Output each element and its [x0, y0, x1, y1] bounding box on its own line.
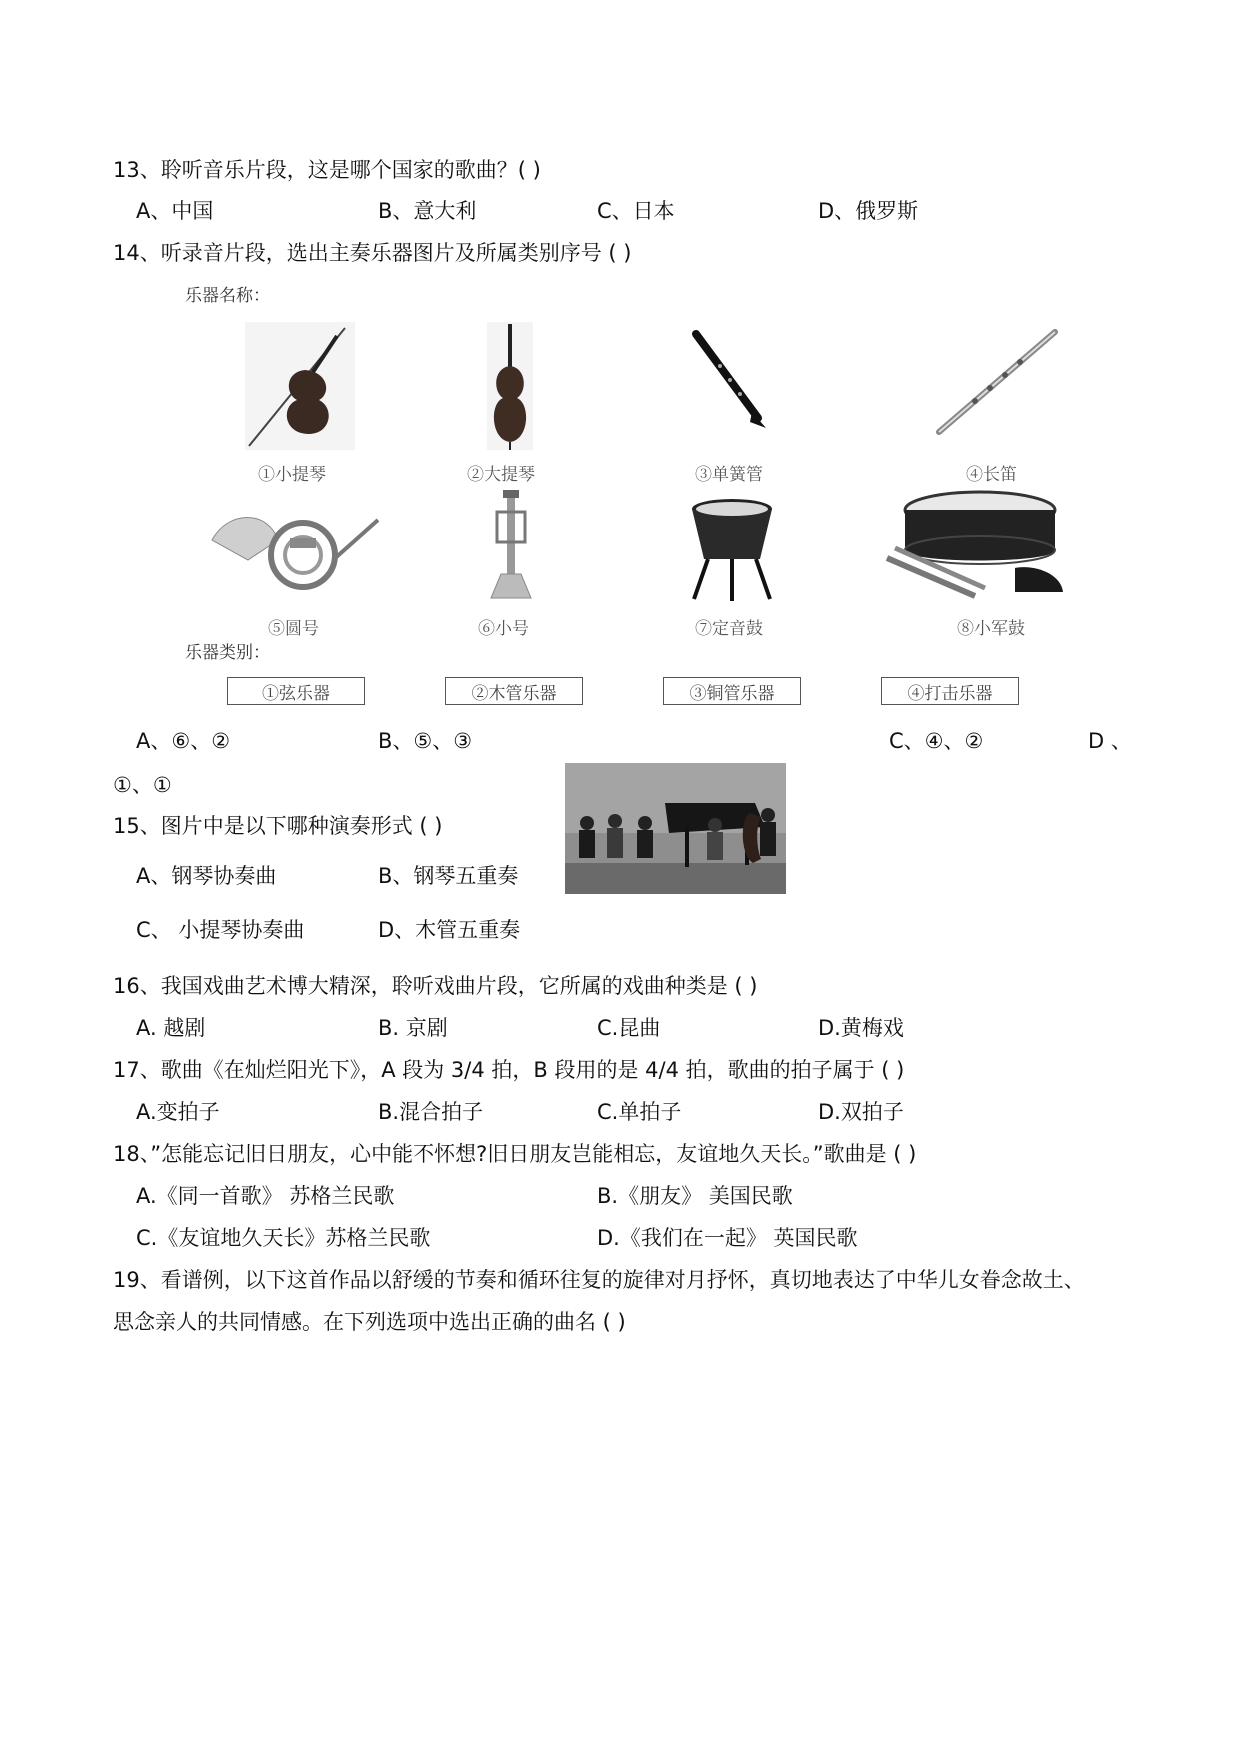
instrument-caption-8: ⑧小军鼓	[957, 619, 1025, 639]
instrument-caption-3: ③单簧管	[695, 465, 763, 485]
q16-option-b: B. 京剧	[378, 1016, 448, 1040]
instrument-caption-2: ②大提琴	[467, 465, 535, 485]
q14-option-b: B、⑤、③	[378, 729, 473, 753]
question-14: 14、听录音片段，选出主奏乐器图片及所属类别序号 ( )	[113, 241, 632, 265]
category-box-3: ③铜管乐器	[663, 677, 801, 705]
instrument-caption-7: ⑦定音鼓	[695, 619, 763, 639]
clarinet-image	[690, 330, 770, 430]
q16-option-d: D.黄梅戏	[818, 1016, 904, 1040]
q14-option-d-continued: ①、①	[113, 773, 172, 797]
q13-option-b: B、意大利	[378, 199, 477, 223]
trumpet-image	[487, 490, 535, 600]
q16-option-a: A. 越剧	[136, 1016, 206, 1040]
snare-drum-image	[885, 488, 1065, 600]
q14-option-c: C、④、②	[889, 729, 984, 753]
question-18: 18、”怎能忘记旧日朋友，心中能不怀想?旧日朋友岂能相忘，友谊地久天长。”歌曲是 ( )	[113, 1142, 917, 1166]
quintet-performance-photo	[565, 763, 786, 894]
question-15: 15、图片中是以下哪种演奏形式 ( )	[113, 814, 443, 838]
flute-image	[935, 328, 1060, 438]
q17-option-d: D.双拍子	[818, 1100, 904, 1124]
q14-option-d: D 、	[1088, 729, 1132, 753]
q15-option-b: B、钢琴五重奏	[378, 864, 519, 888]
instrument-caption-1: ①小提琴	[258, 465, 326, 485]
category-box-1: ①弦乐器	[227, 677, 365, 705]
q17-option-a: A.变拍子	[136, 1100, 220, 1124]
q15-option-a: A、钢琴协奏曲	[136, 864, 277, 888]
question-19-line-2: 思念亲人的共同情感。在下列选项中选出正确的曲名 ( )	[113, 1310, 626, 1334]
category-box-2: ②木管乐器	[445, 677, 583, 705]
question-16: 16、我国戏曲艺术博大精深，聆听戏曲片段，它所属的戏曲种类是 ( )	[113, 974, 758, 998]
q13-option-a: A、中国	[136, 199, 214, 223]
q18-option-b: B.《朋友》 美国民歌	[597, 1184, 793, 1208]
question-19-line-1: 19、看谱例，以下这首作品以舒缓的节奏和循环往复的旋律对月抒怀，真切地表达了中华儿女眷念故土、	[113, 1268, 1085, 1292]
french-horn-image	[208, 500, 383, 600]
q17-option-c: C.单拍子	[597, 1100, 682, 1124]
instrument-names-label: 乐器名称：	[185, 286, 270, 306]
q15-option-c: C、 小提琴协奏曲	[136, 918, 305, 942]
cello-image	[487, 322, 533, 450]
q17-option-b: B.混合拍子	[378, 1100, 484, 1124]
instrument-caption-4: ④长笛	[966, 465, 1017, 485]
q15-option-d: D、木管五重奏	[378, 918, 521, 942]
instrument-caption-5: ⑤圆号	[268, 619, 319, 639]
q18-option-c: C.《友谊地久天长》苏格兰民歌	[136, 1226, 431, 1250]
timpani-image	[688, 495, 776, 603]
question-13: 13、聆听音乐片段，这是哪个国家的歌曲？( )	[113, 158, 541, 182]
instrument-category-label: 乐器类别：	[185, 643, 270, 663]
category-box-4: ④打击乐器	[881, 677, 1019, 705]
q18-option-d: D.《我们在一起》 英国民歌	[597, 1226, 858, 1250]
q18-option-a: A.《同一首歌》 苏格兰民歌	[136, 1184, 395, 1208]
q13-option-d: D、俄罗斯	[818, 199, 919, 223]
q16-option-c: C.昆曲	[597, 1016, 661, 1040]
q14-option-a: A、⑥、②	[136, 729, 231, 753]
q13-option-c: C、日本	[597, 199, 675, 223]
question-17: 17、歌曲《在灿烂阳光下》，A 段为 3/4 拍，B 段用的是 4/4 拍，歌曲的拍子属于 ( )	[113, 1058, 905, 1082]
violin-image	[245, 322, 355, 450]
instrument-caption-6: ⑥小号	[478, 619, 529, 639]
